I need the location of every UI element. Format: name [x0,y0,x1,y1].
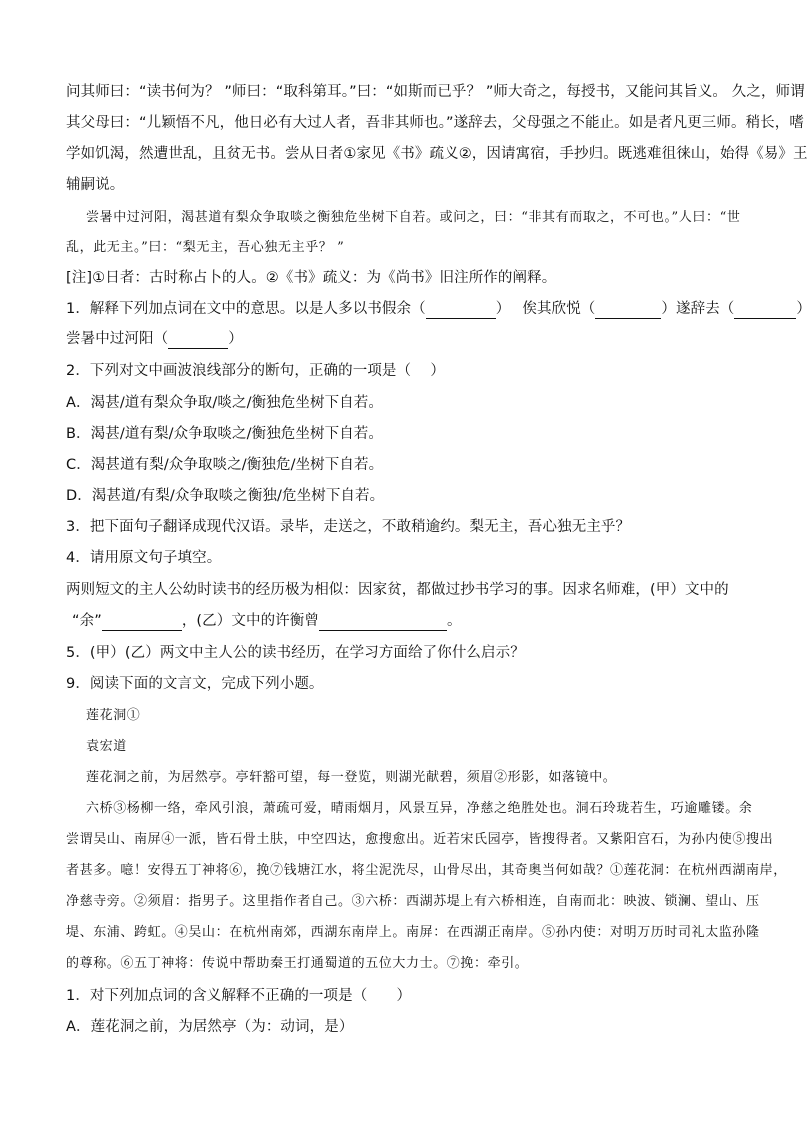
answer-blank[interactable] [595,302,661,319]
passage-line: 者甚多。噫！安得五丁神将⑥，挽⑦钱塘江水，将尘泥洗尽，山骨尽出，其奇奥当何如哉？①莲花洞：在杭州西湖南岸， [66,863,787,878]
passage-b-line: 乱，此无主。”曰：“梨无主，吾心独无主乎？ ” [66,240,345,255]
option-d: D．渴甚道/有梨/众争取啖之衡独/危坐树下自若。 [66,488,385,504]
answer-blank[interactable] [168,332,228,349]
answer-blank[interactable] [319,614,447,631]
text-line: 问其师曰：“读书何为？ ”师曰：“取科第耳。”曰：“如斯而已乎？ ”师大奇之，每授书，又能问其旨义。 久之，师谓 [66,84,805,100]
passage-line: 尝谓吴山、南屏④一派，皆石骨土肤，中空四达，愈搜愈出。近若宋氏园亭，皆搜得者。又紫阳宫石，为孙内使⑤搜出 [66,832,774,847]
passage-line: 六桥③杨柳一络，牵风引浪，萧疏可爱，晴雨烟月，风景互异，净慈之绝胜处也。洞石玲珑若生，巧逾雕镂。余 [86,801,753,816]
question-1: 1．解释下列加点词在文中的意思。以是人多以书假余（ ） 俟其欣悦（ ）遂辞去（ ） [66,301,811,317]
text-line: 辅嗣说。 [66,177,125,193]
answer-blank[interactable] [734,302,796,319]
question-3: 3．把下面句子翻译成现代汉语。录毕，走送之，不敢稍逾约。梨无主，吾心独无主乎？ [66,519,631,535]
text-line: 其父母曰：“儿颖悟不凡，他日必有大过人者，吾非其师也。”遂辞去，父母强之不能止。如是者凡更三师。稍长，嗜 [66,115,804,131]
question-9: 9．阅读下面的文言文，完成下列小题。 [66,676,324,692]
question-5: 5．(甲）(乙）两文中主人公的读书经历，在学习方面给了你什么启示？ [66,645,525,661]
question-9-1: 1．对下列加点词的含义解释不正确的一项是（ ） [66,988,412,1004]
answer-blank[interactable] [426,302,496,319]
question-2: 2．下列对文中画波浪线部分的断句，正确的一项是（ ） [66,363,446,379]
question-4-line2: “余” ，(乙）文中的许衡曾 。 [72,613,462,629]
passage-line: 净慈寺旁。②须眉：指男子。这里指作者自己。③六桥：西湖苏堤上有六桥相连，自南而北：映波、锁澜、望山、压 [66,894,760,909]
passage-line: 堤、东浦、跨虹。④吴山：在杭州南郊，西湖东南岸上。南屏：在西湖正南岸。⑤孙内使：对明万历时司礼太监孙隆 [66,925,760,940]
question-4-line1: 两则短文的主人公幼时读书的经历极为相似：因家贫，都做过抄书学习的事。因求名师难，(甲）文中的 [66,582,729,598]
annotation-note: [注]①日者：古时称占卜的人。②《书》疏义：为《尚书》旧注所作的阐释。 [66,270,557,286]
option-c: C．渴甚道有梨/众争取啖之/衡独危/坐树下自若。 [66,457,384,473]
answer-blank[interactable] [102,614,182,631]
option-b: B．渴甚/道有梨/众争取啖之/衡独危坐树下自若。 [66,426,384,442]
option-a: A．渴甚/道有梨众争取/啖之/衡独危坐树下自若。 [66,395,383,411]
passage-author: 袁宏道 [86,739,127,754]
passage-line: 的尊称。⑥五丁神将：传说中帮助秦王打通蜀道的五位大力士。⑦挽：牵引。 [66,956,529,971]
question-4: 4．请用原文句子填空。 [66,550,222,566]
passage-title: 莲花洞① [86,708,141,723]
passage-line: 莲花洞之前，为居然亭。亭轩豁可望，每一登览，则湖光献碧，须眉②形影，如落镜中。 [86,770,617,785]
question-9-1-option-a: A．莲花洞之前，为居然亭（为：动词，是） [66,1019,354,1035]
passage-b-line: 尝暑中过河阳，渴甚道有梨众争取啖之衡独危坐树下自若。或问之，曰：“非其有而取之，不可也。”人曰：“世 [86,210,741,225]
text-line: 学如饥渴，然遭世乱，且贫无书。尝从日者①家见《书》疏义②，因请寓宿，手抄归。既逃难徂徕山，始得《易》王 [66,146,808,162]
question-1-line2: 尝暑中过河阳（ ） [66,331,243,347]
